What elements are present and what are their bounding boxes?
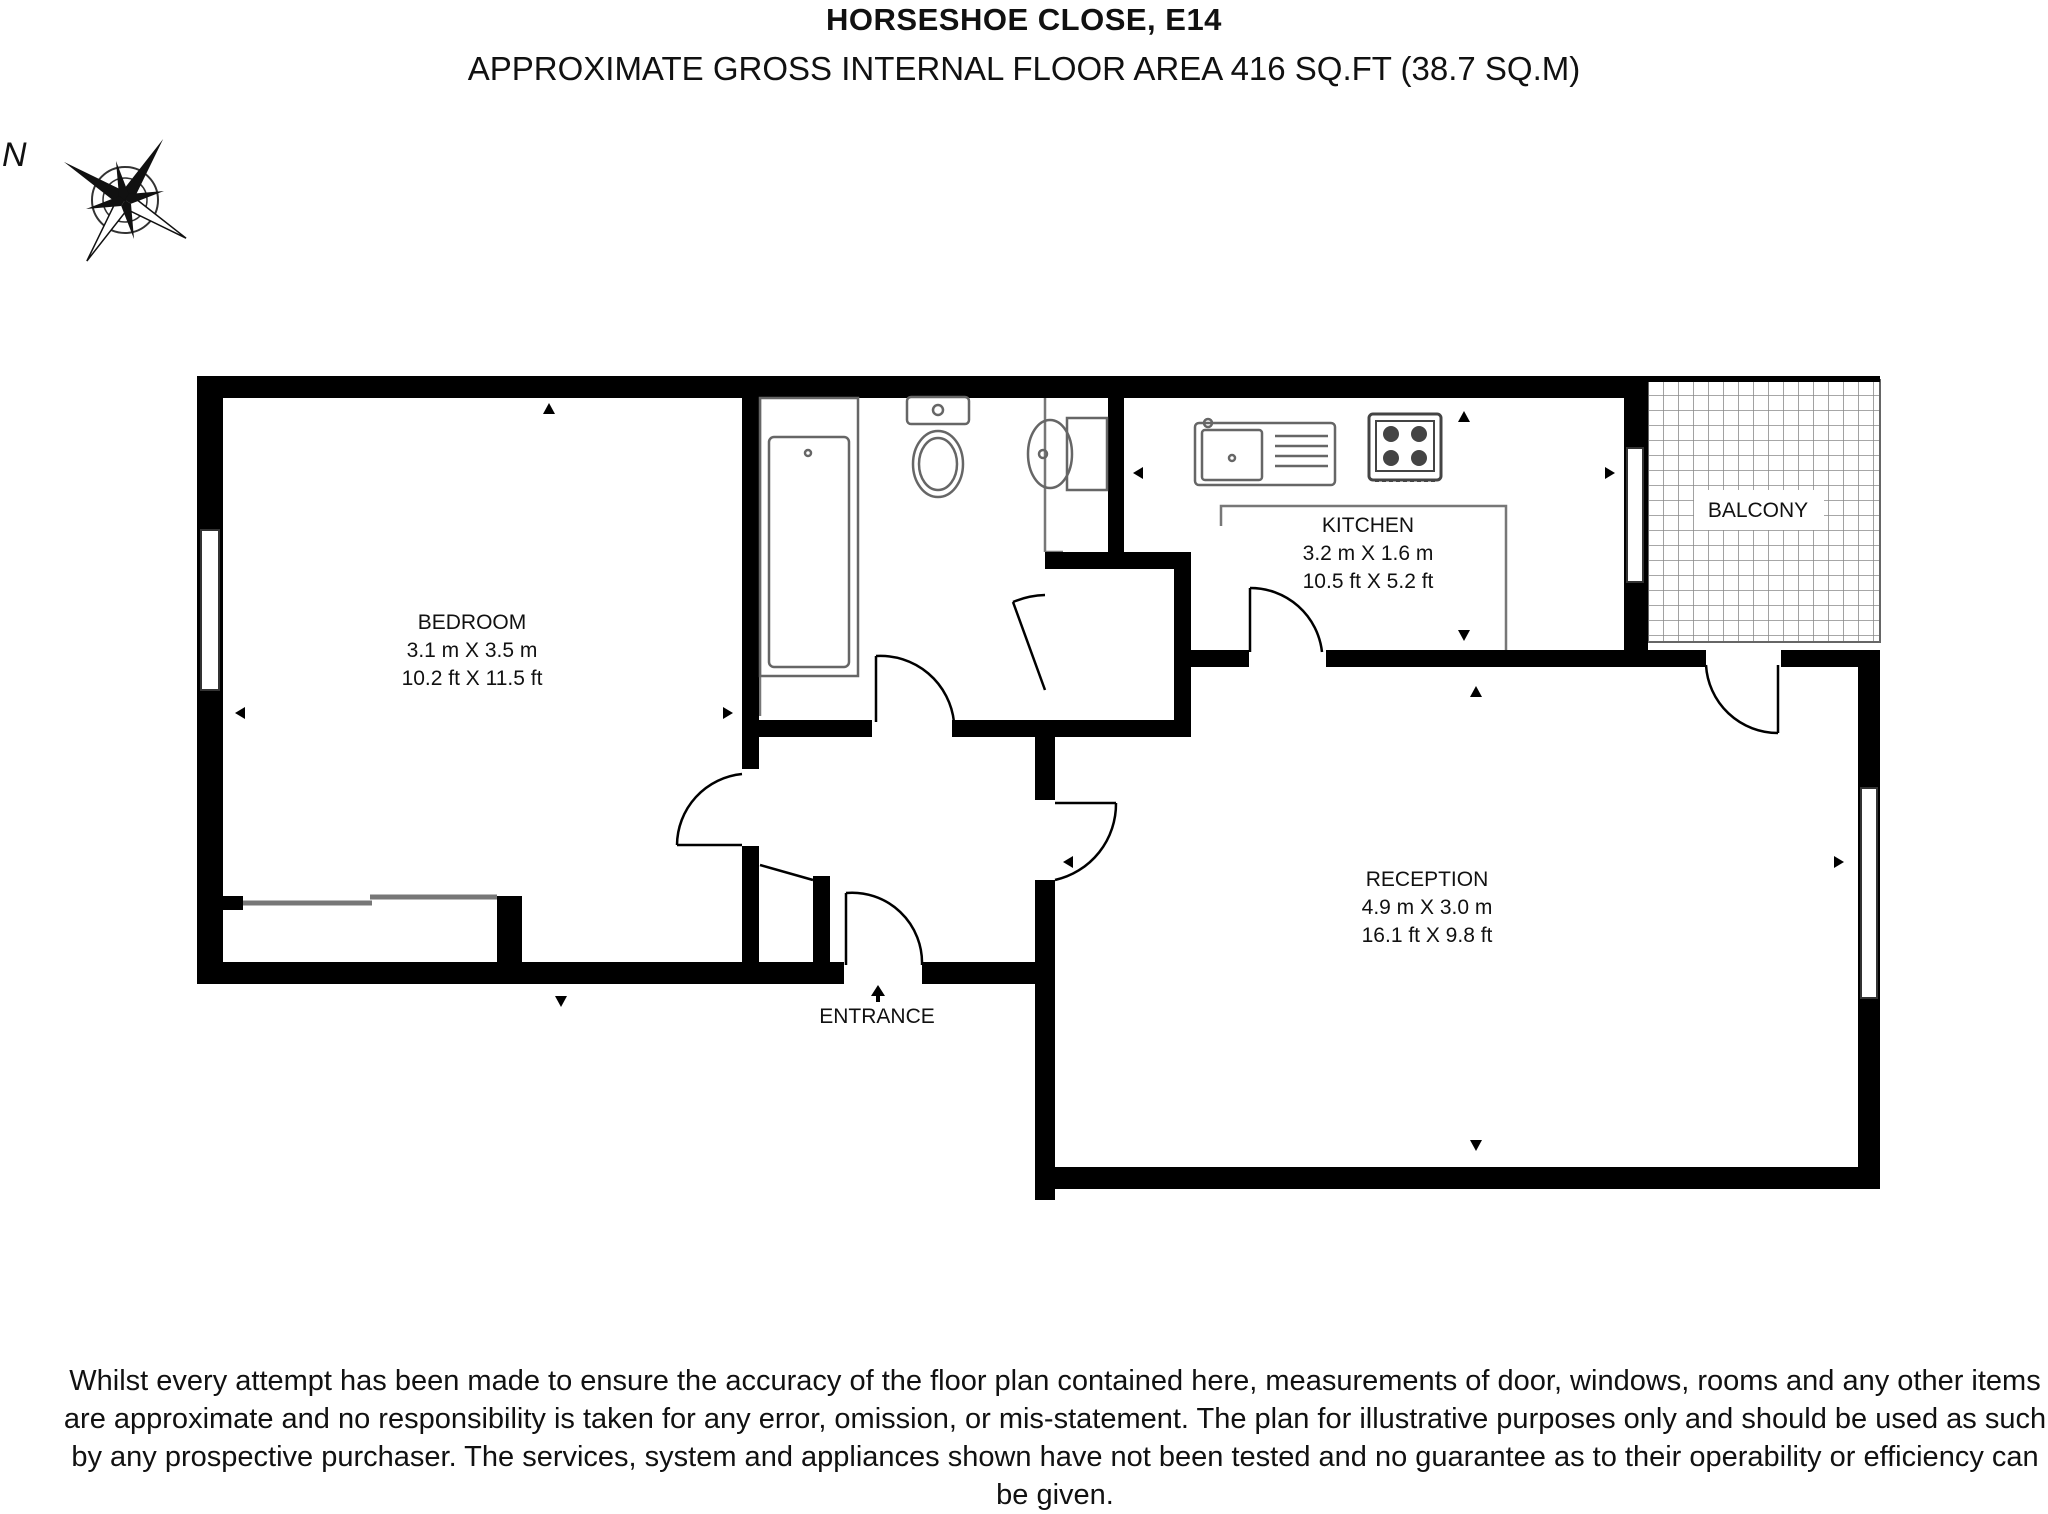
balcony-door (1706, 665, 1778, 733)
reception-name: RECEPTION (1365, 868, 1489, 891)
reception-door (1055, 803, 1116, 880)
balcony-label: BALCONY (1707, 499, 1809, 522)
kitchen-door (1250, 588, 1322, 652)
bedroom-imperial: 10.2 ft X 11.5 ft (401, 667, 543, 690)
kitchen-sink-icon (1195, 419, 1335, 485)
room-label-reception (1362, 868, 1493, 947)
reception-metric: 4.9 m X 3.0 m (1361, 896, 1493, 919)
entrance-label: ENTRANCE (819, 1005, 935, 1028)
kitchen-metric: 3.2 m X 1.6 m (1302, 542, 1434, 565)
bedroom-door (677, 774, 742, 845)
bedroom-metric: 3.1 m X 3.5 m (406, 639, 538, 662)
wardrobe (243, 897, 497, 903)
doors (677, 588, 1778, 965)
hob-icon (1369, 414, 1441, 481)
toilet-icon (907, 397, 969, 497)
hall-cupboard-door (760, 865, 813, 880)
disclaimer-text: Whilst every attempt has been made to ensure the accuracy of the floor plan contained here, measurements of door, windows, rooms and any other items are approximate and no responsibility is taken for any error, omission, or mis-statement. The plan for illustrative purposes only and should be used as such by any prospective purchaser. The services, system and appliances shown have not been tested and no guarantee as to their operability or efficiency can be given. (63, 1365, 2047, 1511)
kitchen-name: KITCHEN (1321, 514, 1415, 537)
basin-icon (1028, 418, 1107, 490)
compass-rose-icon (26, 101, 224, 299)
floor-area-subtitle: APPROXIMATE GROSS INTERNAL FLOOR AREA 416 SQ.FT (38.7 SQ.M) (467, 50, 1581, 87)
bath-icon (760, 398, 858, 676)
kitchen-imperial: 10.5 ft X 5.2 ft (1302, 570, 1434, 593)
compass-north-label: N (2, 136, 27, 174)
reception-imperial: 16.1 ft X 9.8 ft (1361, 924, 1493, 947)
room-label-kitchen (1303, 514, 1434, 593)
plan-title: HORSESHOE CLOSE, E14 (826, 2, 1222, 37)
room-label-bedroom (402, 611, 543, 690)
entrance-door (846, 893, 922, 965)
bedroom-name: BEDROOM (417, 611, 527, 634)
bathroom-door (876, 656, 954, 722)
cupboard-door (1013, 595, 1045, 690)
